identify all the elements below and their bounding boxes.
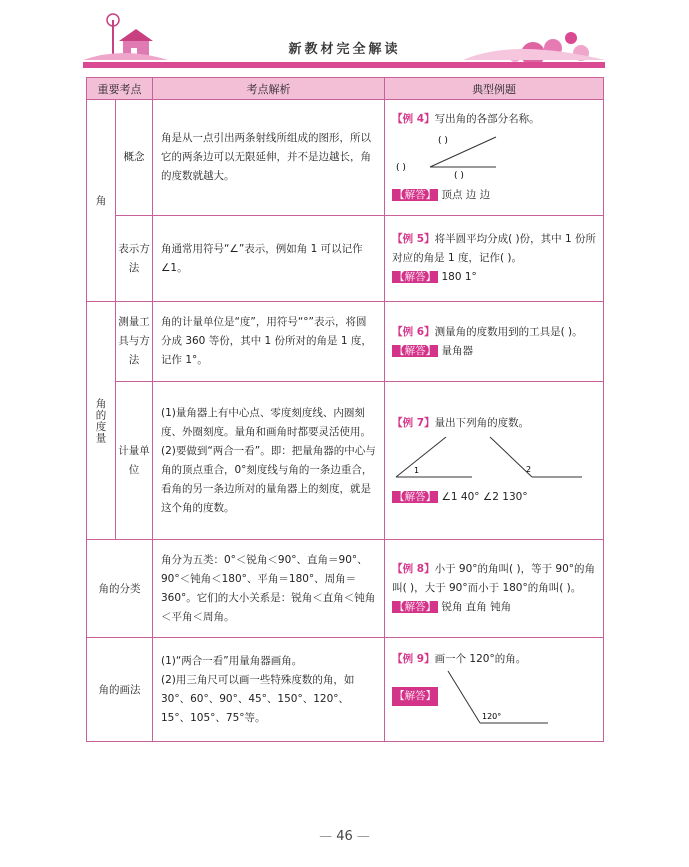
angle-120-label: 120°	[482, 712, 502, 721]
angle-1-label: 1	[414, 466, 420, 475]
example-8-tag: 【例 8】	[392, 563, 435, 575]
topic-draw	[87, 638, 153, 742]
example-6-tag: 【例 6】	[392, 325, 435, 338]
topic-classify-label: 角的分类	[98, 583, 141, 595]
analysis-draw-2: (2)用三角尺可以画一些特殊度数的角，如 30°、60°、90°、45°、150°、120°、15°、105°、75°等。	[160, 673, 355, 724]
angle-120-figure	[444, 669, 554, 729]
example-5-tag: 【例 5】	[392, 233, 435, 245]
example-9-answer-tag: 【解答】	[392, 687, 438, 706]
angle-2-label: 2	[526, 465, 532, 474]
example-8-text: 小于 90°的角叫( )，等于 90°的角叫( )，大于 90°而小于 180°的角叫( )。	[392, 563, 596, 594]
example-7-answer-tag: 【解答】	[394, 491, 437, 503]
example-5-answer-tag: 【解答】	[394, 271, 437, 283]
subtopic-protractor	[115, 382, 152, 540]
example-8	[385, 540, 604, 638]
group-angle-label: 角	[95, 195, 107, 207]
table-row-draw	[87, 638, 604, 742]
table-row-notation	[87, 216, 604, 302]
example-5	[385, 216, 604, 302]
fig-label-vertex: ( )	[396, 163, 407, 173]
analysis-classify: 角分为五类：0°＜锐角＜90°、直角＝90°、90°＜钝角＜180°、平角＝180°、周角＝360°。它们的大小关系是：锐角＜直角＜钝角＜平角＜周角。	[152, 540, 384, 638]
example-9	[385, 638, 604, 742]
analysis-protractor-1: (1)量角器上有中心点、零度刻度线、内圈刻度、外圈刻度。量角和画角时都要灵活使用。	[160, 406, 371, 438]
example-4-answer: 顶点 边 边	[441, 189, 491, 201]
subtopic-notation	[115, 216, 152, 302]
analysis-concept: 角是从一点引出两条射线所组成的图形，所以它的两条边可以无限延伸，并不是边越长，角的度数就越大。	[152, 100, 384, 216]
page-number	[0, 829, 689, 844]
subtopic-tool-label: 测量工具与方法	[118, 316, 150, 366]
example-9-text: 画一个 120°的角。	[434, 653, 527, 665]
analysis-protractor-2: (2)要做到“两合一看”。即：把量角器的中心与角的顶点重合，0°刻度线与角的一条边重合，看角的另一条边所对的量角器上的刻度，就是这个角的度数。	[160, 444, 376, 514]
example-9-tag: 【例 9】	[392, 653, 435, 665]
subtopic-protractor-label: 计量单位	[118, 444, 150, 476]
example-6-text: 测量角的度数用到的工具是( )。	[434, 325, 583, 338]
example-7-answer: ∠1 40° ∠2 130°	[441, 491, 528, 503]
column-header-analysis: 考点解析	[152, 78, 384, 100]
column-header-points: 重要考点	[87, 78, 153, 100]
table-row-classify	[87, 540, 604, 638]
analysis-protractor	[152, 382, 384, 540]
angle-parts-figure	[392, 129, 502, 179]
table-row-concept	[87, 100, 604, 216]
topic-draw-label: 角的画法	[98, 684, 141, 696]
analysis-tool: 角的计量单位是“度”，用符号“°”表示，将圆分成 360 等份，其中 1 份所对的角是 1 度，记作 1°。	[152, 302, 384, 382]
analysis-notation: 角通常用符号“∠”表示，例如角 1 可以记作∠1。	[152, 216, 384, 302]
example-7-text: 量出下列角的度数。	[434, 417, 530, 429]
example-6-answer-tag: 【解答】	[394, 344, 437, 357]
example-8-answer: 锐角 直角 钝角	[441, 601, 512, 613]
table-row-protractor	[87, 382, 604, 540]
example-7-tag: 【例 7】	[392, 417, 435, 429]
subtopic-tool	[115, 302, 152, 382]
fig-label-top: ( )	[438, 136, 449, 146]
example-7	[385, 382, 604, 540]
example-4-answer-tag: 【解答】	[394, 189, 437, 201]
table-row-tool	[87, 302, 604, 382]
example-5-answer: 180 1°	[441, 271, 477, 283]
analysis-draw	[152, 638, 384, 742]
knowledge-table	[86, 77, 604, 742]
example-5-text: 将半圆平均分成( )份，其中 1 份所对应的角是 1 度，记作( )。	[392, 233, 596, 264]
header-bar	[83, 62, 605, 68]
group-measure	[87, 302, 116, 540]
measure-angles-figure	[392, 433, 582, 481]
table-header-row	[87, 78, 604, 100]
subtopic-concept	[115, 100, 152, 216]
page-dash-left: —	[319, 829, 333, 844]
column-header-examples: 典型例题	[385, 78, 604, 100]
example-4-tag: 【例 4】	[392, 113, 435, 125]
header-title: 新教材完全解读	[288, 42, 401, 57]
example-8-answer-tag: 【解答】	[394, 601, 437, 613]
analysis-draw-1: (1)“两合一看”用量角器画角。	[160, 654, 303, 667]
example-6-answer: 量角器	[441, 344, 473, 357]
subtopic-notation-label: 表示方法	[118, 242, 150, 274]
example-6	[385, 302, 604, 382]
page-dash-right: —	[356, 829, 370, 844]
example-4-text: 写出角的各部分名称。	[434, 113, 540, 125]
example-4	[385, 100, 604, 216]
topic-classify	[87, 540, 153, 638]
fig-label-bottom: ( )	[454, 171, 465, 179]
group-measure-label: 角的度量	[94, 397, 107, 444]
group-angle	[87, 100, 116, 302]
subtopic-concept-label: 概念	[123, 151, 145, 163]
page-number-value: 46	[336, 829, 353, 844]
